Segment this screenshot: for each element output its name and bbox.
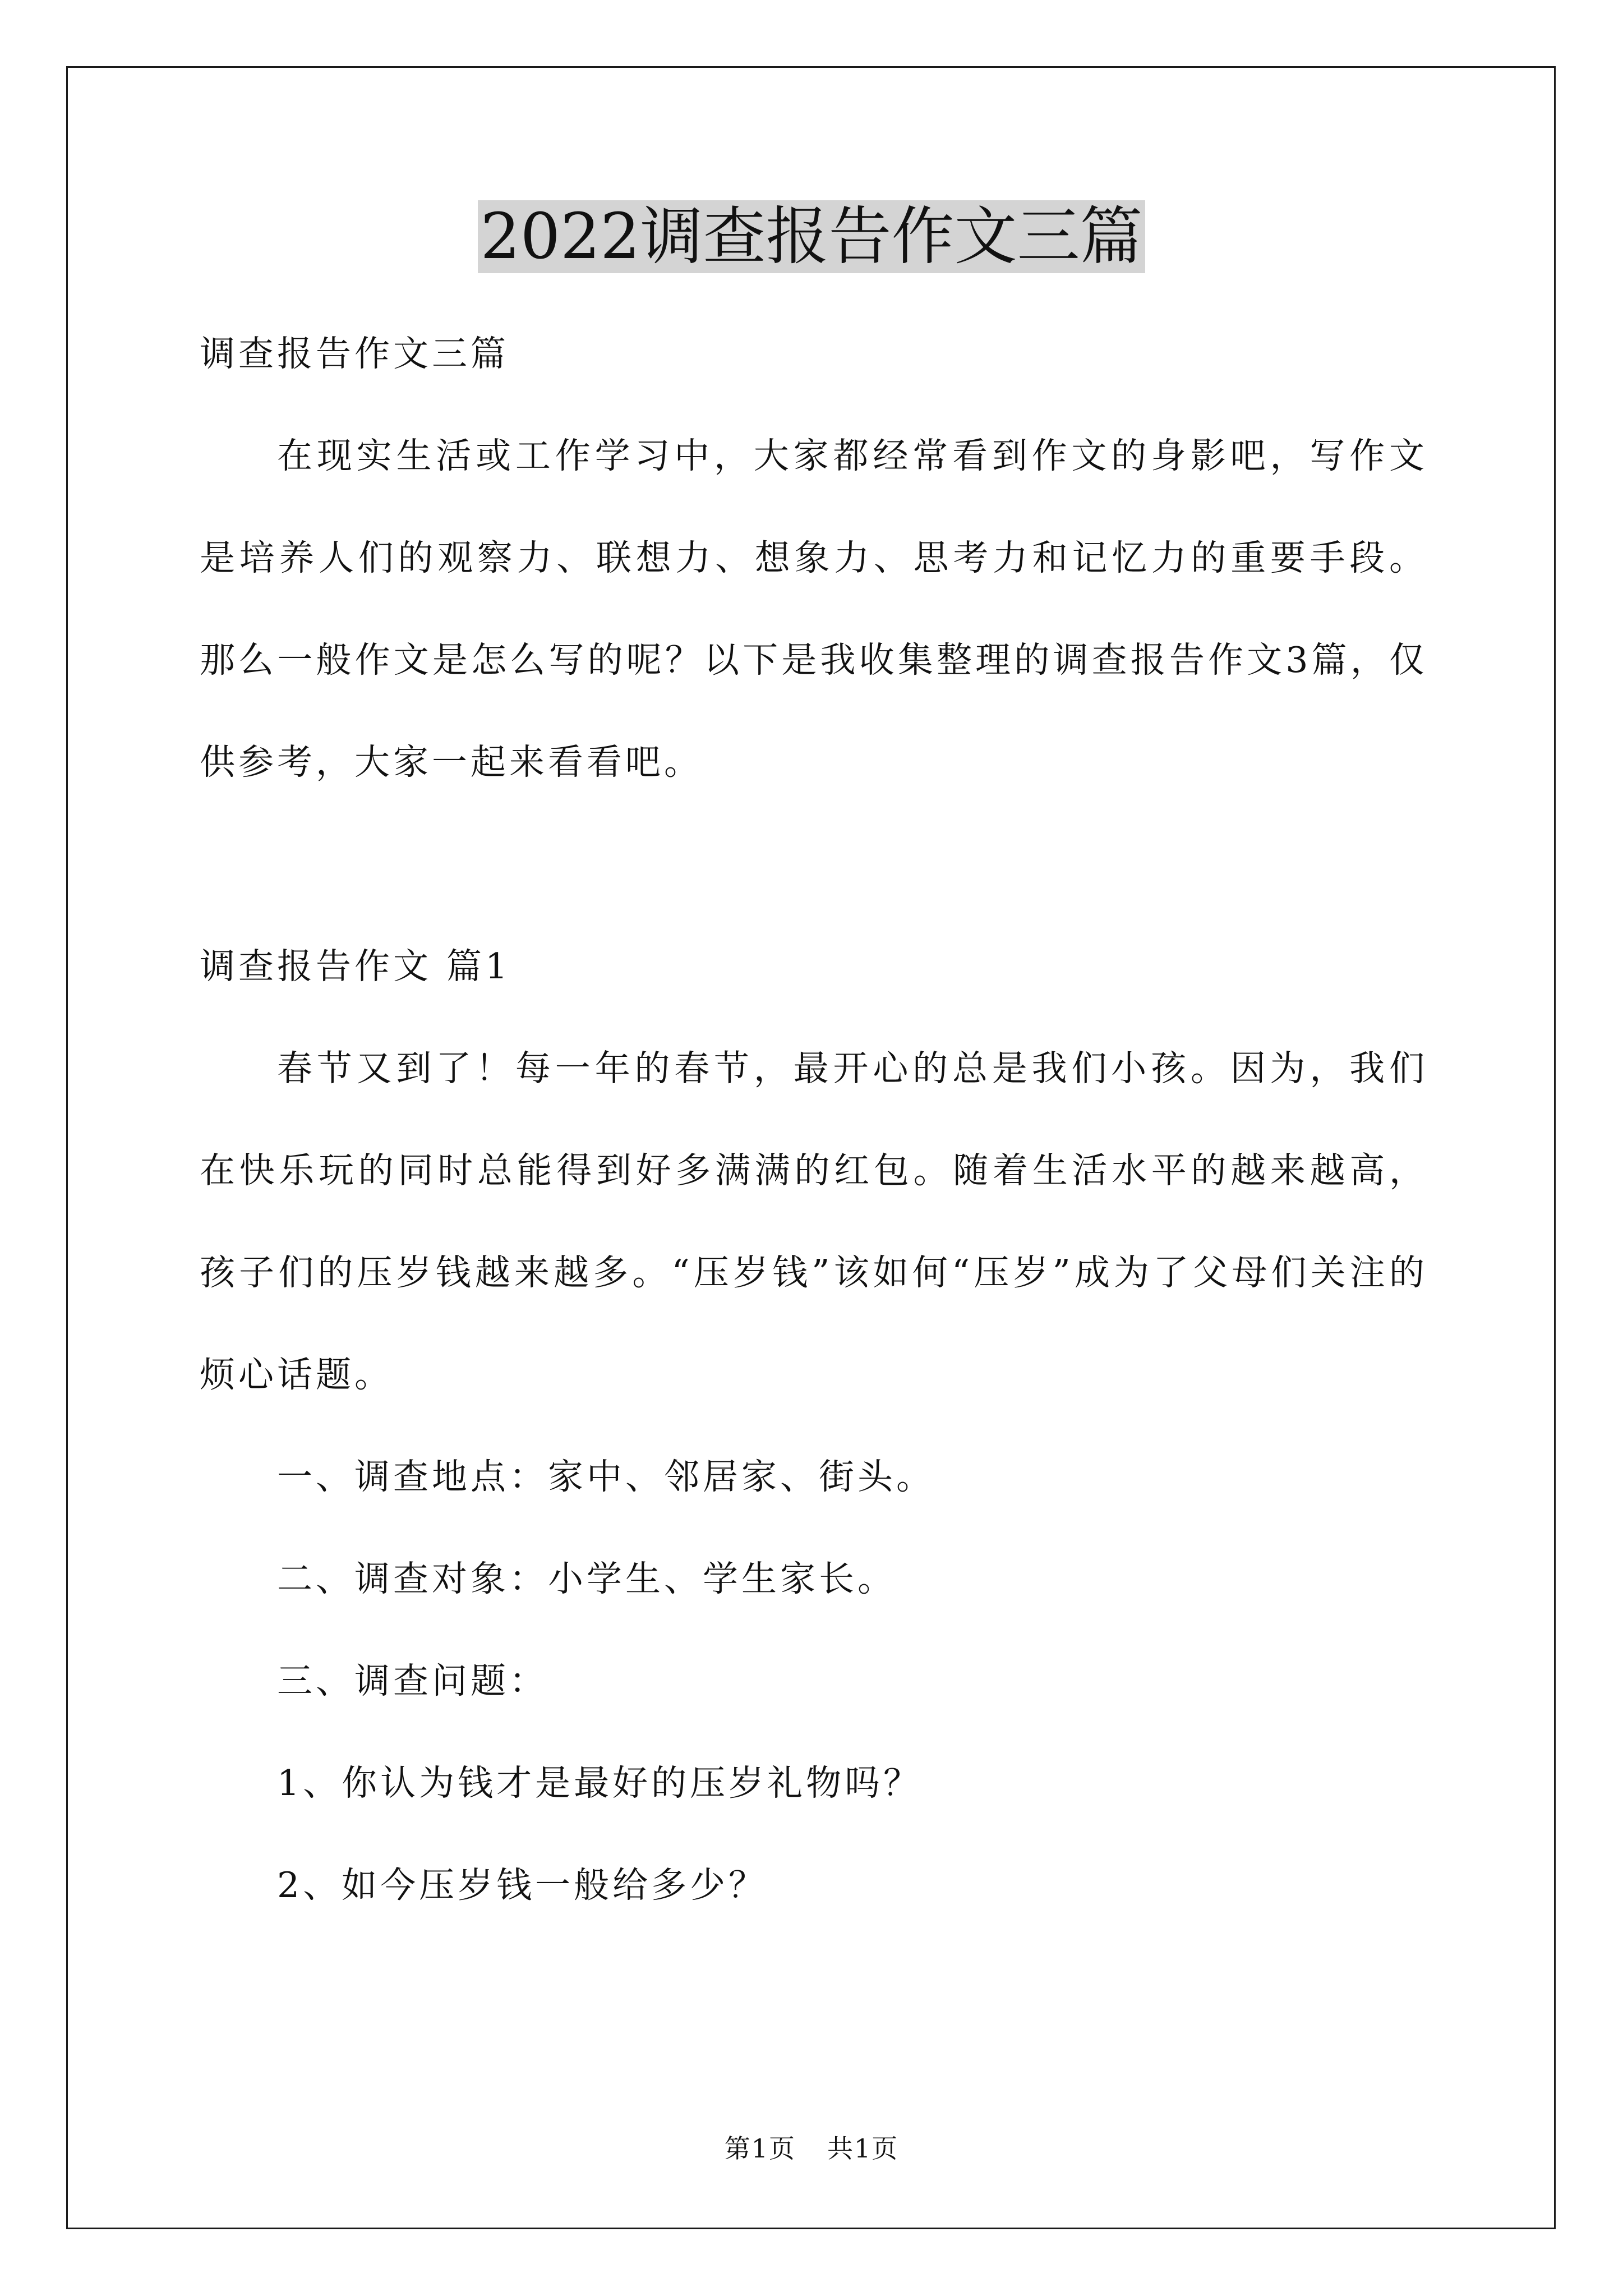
list-item: 二、调查对象：小学生、学生家长。	[277, 1558, 896, 1599]
section-paragraph: 春节又到了！每一年的春节，最开心的总是我们小孩。因为，我们在快乐玩的同时总能得到好多满满的红包。随着生活水平的越来越高，孩子们的压岁钱越来越多。“压岁钱”该如何“压岁”成为了父母们关注的烦心话题。	[200, 1048, 1428, 1395]
section-heading: 调查报告作文 篇1	[200, 946, 511, 987]
list-item: 一、调查地点：家中、邻居家、街头。	[277, 1456, 935, 1497]
document-subtitle: 调查报告作文三篇	[200, 333, 509, 374]
page-number-total: 共1页	[827, 2133, 899, 2164]
list-item: 三、调查问题：	[277, 1660, 548, 1701]
intro-paragraph: 在现实生活或工作学习中，大家都经常看到作文的身影吧，写作文是培养人们的观察力、联想力、想象力、思考力和记忆力的重要手段。那么一般作文是怎么写的呢？以下是我收集整理的调查报告作文3篇，仅供参考，大家一起来看看吧。	[200, 435, 1428, 783]
page-footer	[0, 2132, 1623, 2165]
document-title-text: 2022调查报告作文三篇	[478, 200, 1145, 273]
document-title	[0, 197, 1623, 276]
document-body	[200, 303, 1428, 1936]
list-item: 2、如今压岁钱一般给多少？	[277, 1865, 768, 1906]
list-item: 1、你认为钱才是最好的压岁礼物吗？	[277, 1763, 923, 1803]
page-number-current: 第1页	[724, 2133, 796, 2164]
section-spacer	[200, 813, 1428, 915]
